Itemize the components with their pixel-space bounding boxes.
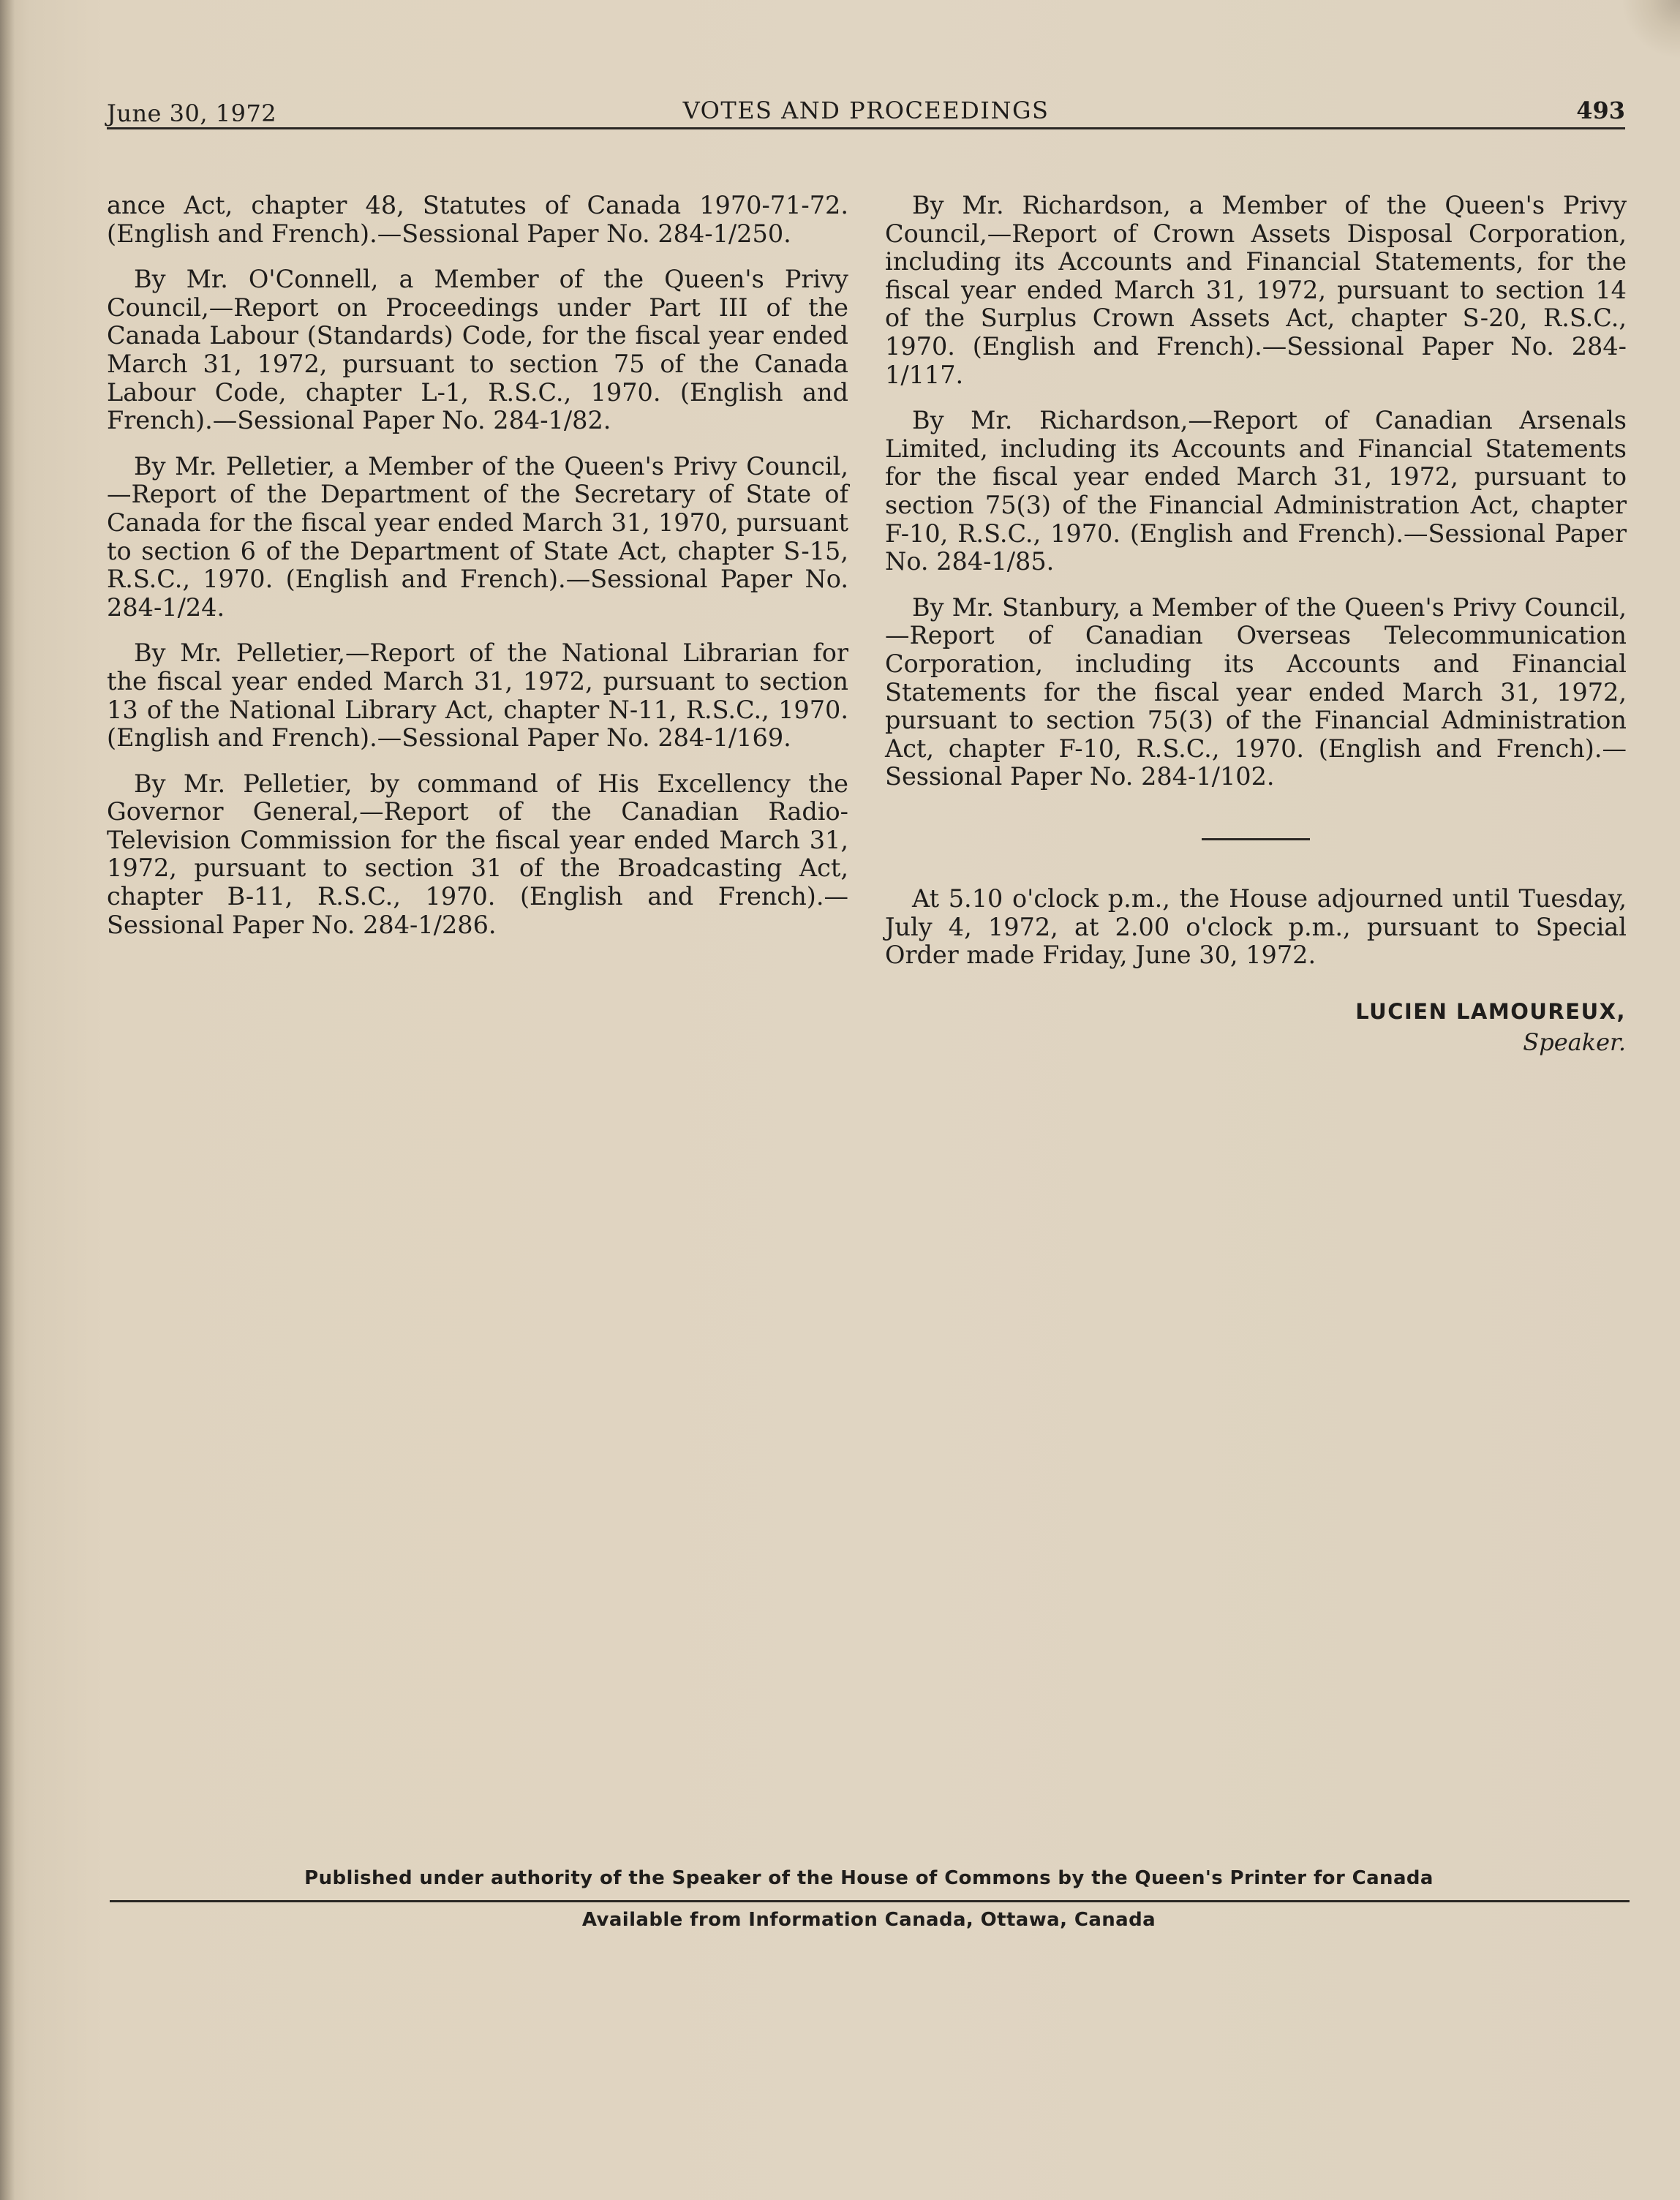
page-number: 493 <box>1576 97 1625 124</box>
speaker-title: Speaker. <box>1523 1028 1626 1056</box>
right-column <box>885 192 1627 809</box>
header-rule <box>107 127 1625 129</box>
paragraph: By Mr. Pelletier, a Member of the Queen's Privy Council,—Report of the Department of the Secretary of State of Canada for the fiscal year ended March 31, 1970, pursuant to section 6 of the Department of State Act, chapter S-15, R.S.C., 1970. (English and French).—Sessional Paper No. 284-1/24. <box>107 451 848 622</box>
header-date: June 30, 1972 <box>107 99 277 127</box>
availability-line: Available from Information Canada, Ottawa, Canada <box>581 1909 1156 1931</box>
paragraph: By Mr. O'Connell, a Member of the Queen's Privy Council,—Report on Proceedings under Part III of the Canada Labour (Standards) Code, for the fiscal year ended March 31, 1972, pursuant to section 75 of the Canada Labour Code, chapter L-1, R.S.C., 1970. (English and French).—Sessional Paper No. 284-1/82. <box>107 265 848 435</box>
paragraph: By Mr. Richardson,—Report of Canadian Arsenals Limited, including its Accounts and Financial Statements for the fiscal year ended March 31, 1972, pursuant to section 75(3) of the Financial Administration Act, chapter F-10, R.S.C., 1970. (English and French).—Sessional Paper No. 284-1/85. <box>885 406 1627 576</box>
header-title: VOTES AND PROCEEDINGS <box>682 97 1050 124</box>
paragraph: By Mr. Pelletier, by command of His Excellency the Governor General,—Report of the Canadian Radio-Television Commission for the fiscal year ended March 31, 1972, pursuant to section 31 of the Broadcasting Act, chapter B-11, R.S.C., 1970. (English and French).—Sessional Paper No. 284-1/286. <box>107 769 848 939</box>
paragraph: By Mr. Pelletier,—Report of the National Librarian for the fiscal year ended March 31, 1972, pursuant to section 13 of the National Library Act, chapter N-11, R.S.C., 1970. (English and French).—Sessional Paper No. 284-1/169. <box>107 638 848 753</box>
speaker-name: LUCIEN LAMOUREUX, <box>1355 999 1626 1024</box>
page-corner-shadow <box>1621 0 1680 66</box>
footer-rule <box>110 1900 1630 1902</box>
left-column <box>107 192 848 957</box>
paragraph: ance Act, chapter 48, Statutes of Canada 1970-71-72. (English and French).—Sessional Paper No. 284-1/250. <box>107 191 848 248</box>
section-divider <box>1202 838 1310 840</box>
paragraph: By Mr. Stanbury, a Member of the Queen's Privy Council,—Report of Canadian Overseas Telecommunication Corporation, including its Accounts and Financial Statements for the fiscal year ended March 31, 1972, pursuant to section 75(3) of the Financial Administration Act, chapter F-10, R.S.C., 1970. (English and French).—Sessional Paper No. 284-1/102. <box>885 592 1627 791</box>
publisher-line: Published under authority of the Speaker of the House of Commons by the Queen's Printer for Canada <box>304 1867 1434 1889</box>
running-head <box>107 94 1625 129</box>
adjournment-paragraph: At 5.10 o'clock p.m., the House adjourned until Tuesday, July 4, 1972, at 2.00 o'clock p.m., pursuant to Special Order made Friday, June 30, 1972. <box>885 884 1627 970</box>
binding-edge <box>0 0 15 2200</box>
paragraph: By Mr. Richardson, a Member of the Queen's Privy Council,—Report of Crown Assets Disposal Corporation, including its Accounts and Financial Statements, for the fiscal year ended March 31, 1972, pursuant to section 14 of the Surplus Crown Assets Act, chapter S-20, R.S.C., 1970. (English and French).—Sessional Paper No. 284-1/117. <box>885 191 1627 389</box>
